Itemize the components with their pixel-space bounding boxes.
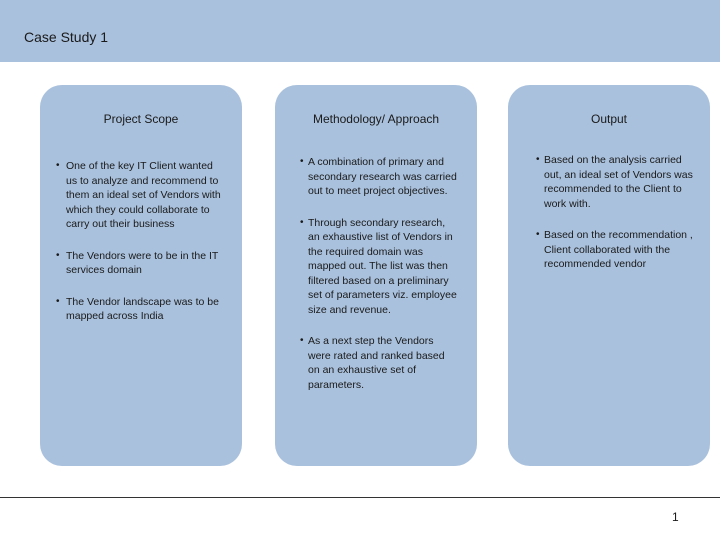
bullet-item: • A combination of primary and secondary research was carried out to meet project objectives. <box>308 155 459 199</box>
bullet-item: • Through secondary research, an exhaustive list of Vendors in the required domain was mapped out. The list was then filtered based on a preliminary set of parameters viz. employee size and revenue. <box>308 216 459 318</box>
bullet-item: • Based on the analysis carried out, an ideal set of Vendors was recommended to the Client to work with. <box>544 153 694 211</box>
card-project-scope <box>40 85 242 466</box>
bullet-item: • One of the key IT Client wanted us to analyze and recommend to them an ideal set of Vendors with which they could collaborate to carry out their business <box>66 159 226 232</box>
page-title: Case Study 1 <box>24 29 109 45</box>
card-output <box>508 85 710 466</box>
bullet-list <box>40 159 242 341</box>
card-methodology <box>275 85 477 466</box>
bullet-list <box>508 153 710 289</box>
bullet-item: • Based on the recommendation , Client collaborated with the recommended vendor <box>544 228 694 272</box>
card-title: Methodology/ Approach <box>312 112 440 126</box>
page-number: 1 <box>672 510 679 524</box>
card-title: Project Scope <box>103 112 179 126</box>
bullet-item: • The Vendor landscape was to be mapped across India <box>66 295 226 324</box>
header-bar <box>0 0 720 62</box>
footer-divider <box>0 497 720 498</box>
bullet-item: • The Vendors were to be in the IT services domain <box>66 249 226 278</box>
card-title: Output <box>590 112 628 126</box>
bullet-list <box>275 155 477 409</box>
bullet-item: • As a next step the Vendors were rated and ranked based on an exhaustive set of parameters. <box>308 334 459 392</box>
